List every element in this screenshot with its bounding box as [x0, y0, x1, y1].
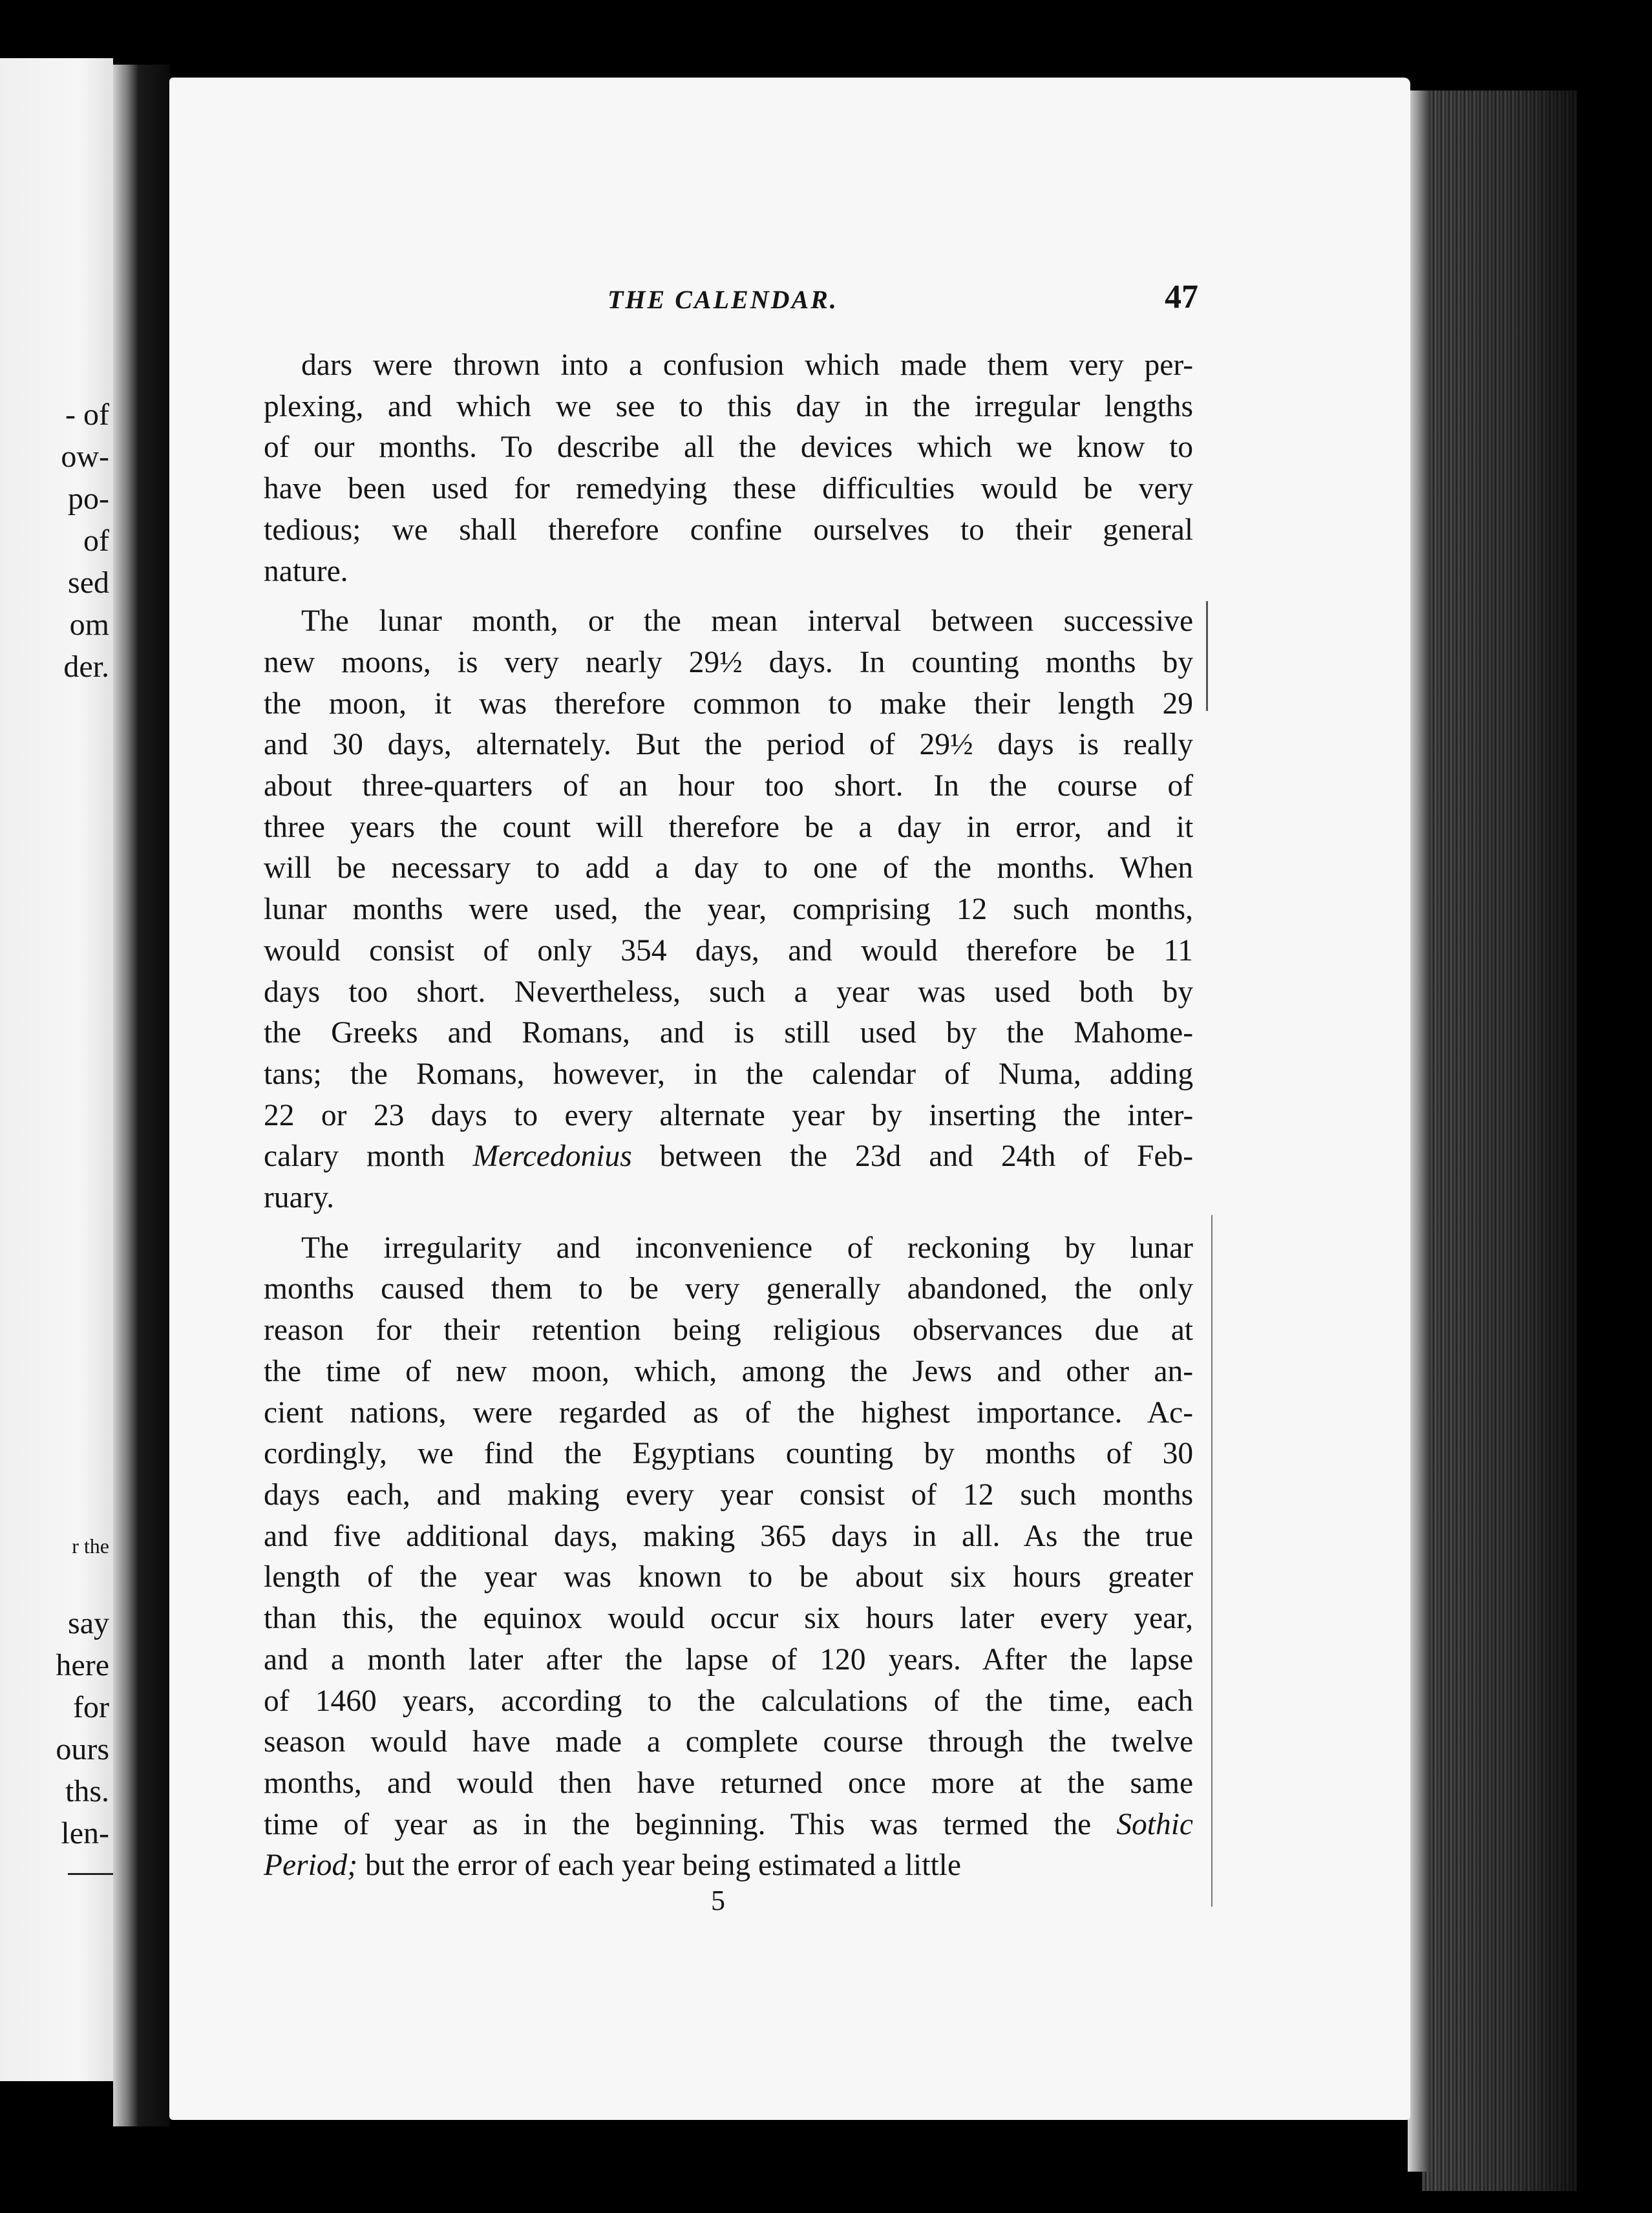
- text-line: tans; the Romans, however, in the calendar of Numa, adding: [264, 1057, 1194, 1091]
- paragraph: [264, 345, 1193, 592]
- left-fragment: ow-: [61, 439, 109, 474]
- text-line: The irregularity and inconvenience of reckoning by lunar: [301, 1231, 1193, 1265]
- text-line: tedious; we shall therefore confine ourselves to their general: [264, 513, 1194, 547]
- left-fragment: say: [68, 1606, 109, 1640]
- left-fragment: sed: [68, 566, 109, 600]
- text-line: calary month Mercedonius between the 23d and 24th of Feb-: [264, 1139, 1194, 1174]
- text-line: season would have made a complete course through the twelve: [264, 1725, 1194, 1759]
- book-gutter: [113, 65, 170, 2126]
- text-line: the time of new moon, which, among the Jews and other an-: [264, 1354, 1194, 1388]
- left-fragment: der.: [63, 650, 109, 684]
- pencil-margin-mark: [1206, 601, 1208, 711]
- text-line: of our months. To describe all the devices which we know to: [264, 430, 1194, 465]
- text-line: the Greeks and Romans, and is still used by the Mahome-: [264, 1016, 1194, 1050]
- text-line: months, and would then have returned once more at the same: [264, 1766, 1194, 1800]
- page-header: [439, 279, 1209, 323]
- left-fragment: om: [69, 608, 109, 642]
- left-fragment: ours: [56, 1732, 109, 1766]
- text-line: have been used for remedying these difficulties would be very: [264, 472, 1194, 506]
- left-fragment: for: [73, 1690, 109, 1724]
- text-line: nature.: [264, 554, 348, 588]
- text-line: than this, the equinox would occur six hours later every year,: [264, 1602, 1193, 1636]
- paragraph: [264, 1228, 1193, 1887]
- text-line: of 1460 years, according to the calculations of the time, each: [264, 1684, 1194, 1718]
- left-page-edge: [0, 58, 113, 2081]
- page-number: 47: [1165, 279, 1198, 315]
- running-head: THE CALENDAR.: [608, 285, 838, 314]
- text-line: months caused them to be very generally abandoned, the only: [264, 1272, 1194, 1306]
- text-line: ruary.: [264, 1181, 335, 1215]
- left-fragment: here: [56, 1648, 109, 1682]
- text-line: plexing, and which we see to this day in the irregular lengths: [264, 389, 1194, 423]
- text-line: length of the year was known to be about six hours greater: [264, 1560, 1194, 1594]
- text-line: dars were thrown into a confusion which made them very per-: [301, 348, 1194, 382]
- text-line: three years the count will therefore be a day in error, and it: [264, 810, 1194, 844]
- left-fragment: po-: [68, 482, 109, 516]
- left-fragment: of: [83, 524, 109, 558]
- text-line: will be necessary to add a day to one of the months. When: [264, 851, 1194, 885]
- text-line: time of year as in the beginning. This was termed the Sothic: [264, 1807, 1193, 1841]
- text-line: new moons, is very nearly 29½ days. In counting months by: [264, 645, 1194, 679]
- text-line: Period; but the error of each year being estimated a little: [264, 1848, 961, 1883]
- left-fragment: len-: [61, 1816, 109, 1850]
- text-line: lunar months were used, the year, comprising 12 such months,: [264, 893, 1194, 927]
- left-footnote-rule: [68, 1873, 113, 1875]
- text-line: would consist of only 354 days, and would therefore be 11: [264, 933, 1194, 968]
- text-line: cordingly, we find the Egyptians counting by months of 30: [264, 1437, 1194, 1471]
- page-curl-shadow: [1408, 90, 1430, 2172]
- text-line: reason for their retention being religious observances due at: [264, 1313, 1193, 1348]
- text-line: and a month later after the lapse of 120 years. After the lapse: [264, 1642, 1194, 1677]
- text-line: and 30 days, alternately. But the period of 29½ days is really: [264, 728, 1194, 762]
- left-fragment: ths.: [65, 1774, 109, 1808]
- text-line: The lunar month, or the mean interval between successive: [301, 604, 1194, 639]
- text-line: days each, and making every year consist of 12 such months: [264, 1477, 1194, 1512]
- text-line: and five additional days, making 365 days in all. As the true: [264, 1519, 1194, 1553]
- text-line: 22 or 23 days to every alternate year by inserting the inter-: [264, 1098, 1194, 1132]
- pencil-margin-mark: [1211, 1215, 1213, 1907]
- signature-mark: 5: [711, 1885, 725, 1916]
- paragraph: [264, 601, 1193, 1219]
- body-text: [264, 345, 1193, 1887]
- text-line: about three-quarters of an hour too short. In the course of: [264, 769, 1194, 803]
- left-fragment: r the: [72, 1534, 109, 1558]
- text-line: days too short. Nevertheless, such a year was used both by: [264, 975, 1194, 1009]
- text-line: the moon, it was therefore common to make their length 29: [264, 686, 1194, 721]
- page-stack-edge: [1422, 90, 1577, 2191]
- left-fragment: - of: [65, 397, 109, 432]
- text-line: cient nations, were regarded as of the highest importance. Ac-: [264, 1395, 1194, 1430]
